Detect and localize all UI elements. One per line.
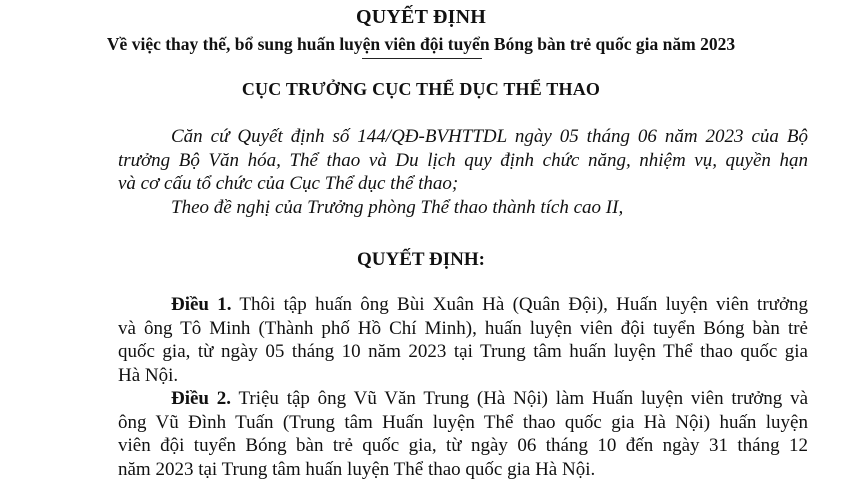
basis-line: trưởng Bộ Văn hóa, Thể thao và Du lịch quy định chức năng, nhiệm vụ, quyền hạn	[118, 149, 808, 173]
basis-line: Căn cứ Quyết định số 144/QĐ-BVHTTDL ngày 05 tháng 06 năm 2023 của Bộ	[118, 125, 808, 149]
article-line: và ông Tô Minh (Thành phố Hồ Chí Minh), huấn luyện viên đội tuyển Bóng bàn trẻ	[118, 317, 808, 341]
article-line: năm 2023 tại Trung tâm huấn luyện Thể thao quốc gia Hà Nội.	[118, 458, 808, 481]
article-text: Thôi tập huấn ông Bùi Xuân Hà (Quân Đội), Huấn luyện viên trưởng	[232, 294, 808, 315]
article-2	[118, 387, 808, 481]
article-line: viên đội tuyển Bóng bàn trẻ quốc gia, từ ngày 06 tháng 10 đến ngày 31 tháng 12	[118, 434, 808, 458]
basis-line: Theo đề nghị của Trưởng phòng Thể thao thành tích cao II,	[118, 196, 808, 220]
article-line: quốc gia, từ ngày 05 tháng 10 năm 2023 tại Trung tâm huấn luyện Thể thao quốc gia	[118, 340, 808, 364]
article-1	[118, 293, 808, 387]
article-line: Hà Nội.	[118, 364, 808, 388]
article-first-line	[118, 387, 808, 411]
decision-heading: QUYẾT ĐỊNH:	[0, 249, 842, 271]
document-title: QUYẾT ĐỊNH	[0, 6, 842, 29]
article-line: ông Vũ Đình Tuấn (Trung tâm Huấn luyện Thể thao quốc gia Hà Nội) huấn luyện	[118, 411, 808, 435]
subtitle-underline	[362, 58, 482, 59]
article-label: Điều 1.	[171, 294, 232, 315]
legal-basis	[118, 125, 808, 219]
articles	[118, 293, 808, 481]
article-label: Điều 2.	[171, 388, 231, 409]
basis-line: và cơ cấu tổ chức của Cục Thể dục thể thao;	[118, 172, 808, 196]
article-text: Triệu tập ông Vũ Văn Trung (Hà Nội) làm Huấn luyện viên trưởng và	[231, 388, 808, 409]
document-subtitle: Về việc thay thế, bổ sung huấn luyện viên đội tuyển Bóng bàn trẻ quốc gia năm 2023	[0, 34, 842, 55]
issuing-authority: CỤC TRƯỞNG CỤC THỂ DỤC THỂ THAO	[0, 79, 842, 100]
article-first-line	[118, 293, 808, 317]
